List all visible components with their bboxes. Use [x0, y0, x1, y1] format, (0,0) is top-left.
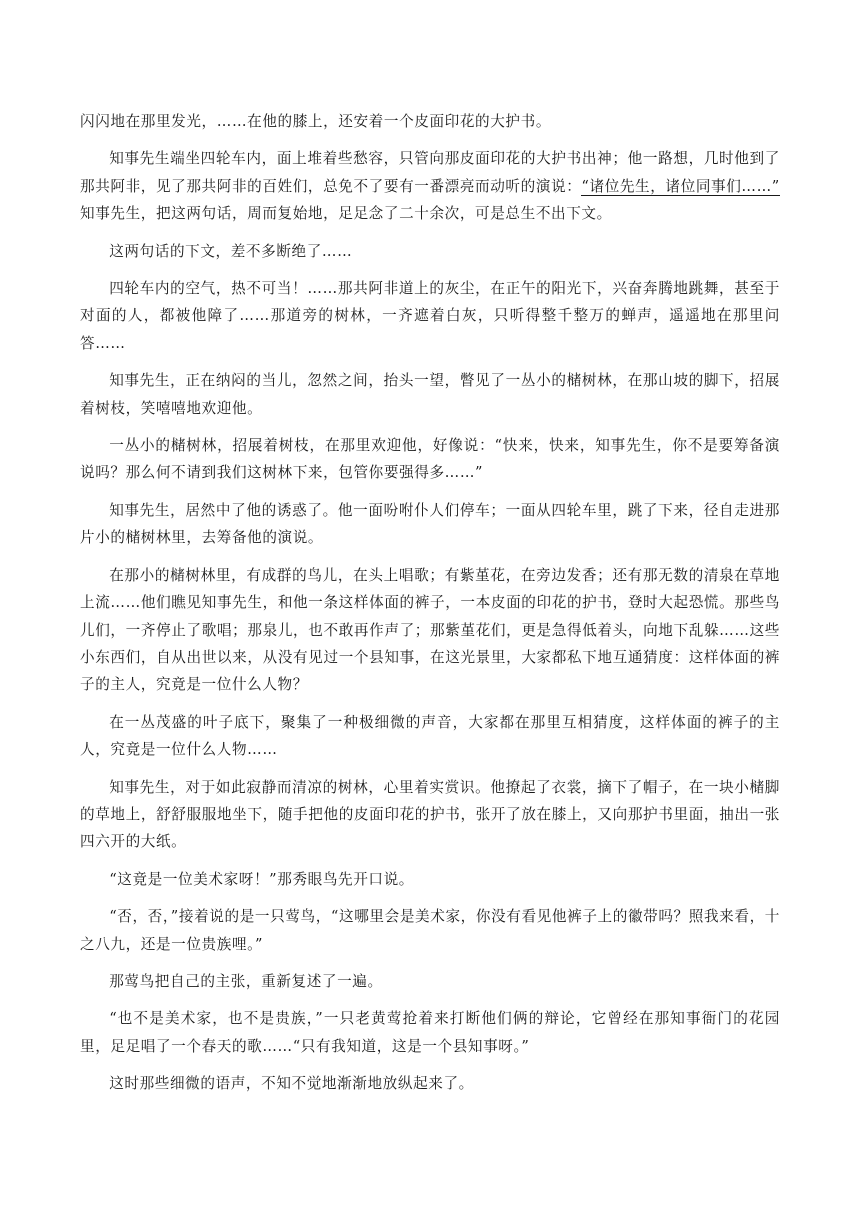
document-body: [80, 108, 780, 1098]
paragraph: 那莺鸟把自己的主张，重新复述了一遍。: [109, 972, 383, 990]
paragraph: 在一丛茂盛的叶子底下，聚集了一种极细微的声音，大家都在那里互相猜度，这样体面的裤子的主人，究竟是一位什么人物……: [80, 713, 780, 759]
paragraph: “否，否，”接着说的是一只莺鸟，“这哪里会是美术家，你没有看见他裤子上的徽带吗？照我来看，十之八九，还是一位贵族哩。”: [80, 908, 780, 953]
paragraph: 知事先生，居然中了他的诱惑了。他一面吩咐仆人们停车；一面从四轮车里，跳了下来，径自走进那片小的槠树林里，去筹备他的演说。: [80, 501, 780, 547]
paragraph: “这竟是一位美术家呀！”那秀眼鸟先开口说。: [109, 870, 414, 888]
paragraph: 知事先生，把这两句话，周而复始地，足足念了二十余次，可是总生不出下文。: [80, 205, 612, 223]
paragraph: 闪闪地在那里发光，……在他的膝上，还安着一个皮面印花的大护书。: [80, 113, 552, 130]
paragraph: 知事先生，正在纳闷的当儿，忽然之间，抬头一望，瞥见了一丛小的槠树林，在那山坡的脚下，招展着树枝，笑嘻嘻地欢迎他。: [80, 372, 780, 417]
paragraph: 知事先生，对于如此寂静而清凉的树林，心里着实赏识。他撩起了衣裳，摘下了帽子，在一块小槠脚的草地上，舒舒服服地坐下，随手把他的皮面印花的护书，张开了放在膝上，又向那护书里面，抽出一张四六开的大纸。: [80, 778, 780, 851]
paragraph: “也不是美术家，也不是贵族，”一只老黄莺抢着来打断他们俩的辩论，它曾经在那知事衙门的花园里，足足唱了一个春天的歌……“只有我知道，这是一个县知事呀。”: [80, 1010, 780, 1055]
paragraph: 在那小的槠树林里，有成群的鸟儿，在头上唱歌；有紫堇花，在旁边发香；还有那无数的清泉在草地上流……他们瞧见知事先生，和他一条这样体面的裤子，一本皮面的印花的护书，登时大起恐慌。那些鸟儿们，一齐停止了歌唱；那泉儿，也不敢再作声了；那紫堇花们，更是急得低着头，向地下乱躲……这些小东西们，自从出世以来，从没有见过一个县知事，在这光景里，大家都私下地互通猜度：这样体面的裤子的主人，究竟是一位什么人物？: [80, 566, 780, 694]
speech-quote: “诸位先生，诸位同事们……”: [581, 177, 780, 195]
paragraph: [80, 145, 780, 200]
paragraph: 这两句话的下文，差不多断绝了……: [109, 242, 353, 260]
paragraph-text: 知事先生端坐四轮车内，面上堆着些愁容，只管向那皮面印花的大护书出神；他一路想，几时他到了那共阿非，见了那共阿非的百姓们，总免不了要有一番漂亮而动听的演说：: [80, 150, 780, 195]
paragraph: 一丛小的槠树林，招展着树枝，在那里欢迎他，好像说：“快来，快来，知事先生，你不是要筹备演说吗？那么何不请到我们这树林下来，包管你要强得多……”: [80, 437, 780, 482]
paragraph: 四轮车内的空气，热不可当！……那共阿非道上的灰尘，在正午的阳光下，兴奋奔腾地跳舞，甚至于对面的人，都被他障了……那道旁的树林，一齐遮着白灰，只听得整千整万的蝉声，遥遥地在那里问答……: [80, 280, 780, 352]
paragraph: 这时那些细微的语声，不知不觉地渐渐地放纵起来了。: [109, 1075, 474, 1093]
